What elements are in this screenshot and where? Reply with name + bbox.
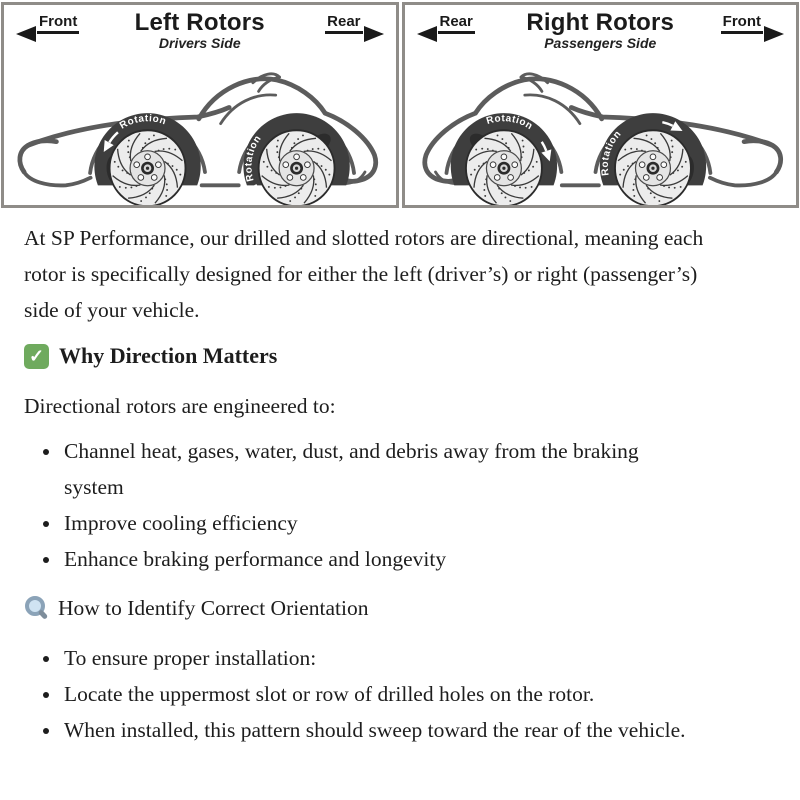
rear-direction-label (417, 14, 475, 34)
panel-title: Right Rotors (526, 9, 675, 36)
rotation-label: Rotation (599, 128, 624, 177)
front-direction-label (721, 14, 784, 34)
left-arrow-icon (417, 26, 437, 42)
car-illustration-right (405, 60, 797, 208)
right-panel-header (405, 5, 797, 60)
direction-text: Front (721, 14, 763, 34)
identify-orientation-heading (24, 593, 776, 623)
left-panel-header (4, 5, 396, 60)
heading-text: How to Identify Correct Orientation (58, 596, 369, 620)
benefit-item: • Enhance braking performance and longevity (62, 541, 696, 577)
step-item: • Locate the uppermost slot or row of drilled holes on the rotor. (62, 676, 696, 712)
intro-paragraph: At SP Performance, our drilled and slotted rotors are directional, meaning each rotor is specifically designed for either the left (driver’s) or right (passenger’s) side of your vehicle. (24, 226, 704, 322)
rotation-label: Rotation (243, 133, 264, 183)
left-rotors-panel (1, 2, 399, 208)
direction-text: Rear (438, 14, 475, 34)
rotor-direction-diagram (0, 0, 800, 208)
step-item: • To ensure proper installation: (62, 640, 696, 676)
identify-steps-list (24, 640, 696, 748)
rear-direction-label (325, 14, 383, 34)
benefits-list (24, 433, 696, 577)
right-arrow-icon (764, 26, 784, 42)
direction-text: Rear (325, 14, 362, 34)
front-direction-label (16, 14, 79, 34)
magnifier-icon (24, 595, 49, 621)
panel-subtitle: Drivers Side (158, 35, 241, 52)
magnifier-handle (38, 609, 48, 620)
engineered-intro: Directional rotors are engineered to: (24, 394, 336, 418)
panel-title: Left Rotors (134, 9, 265, 36)
rotation-label: Rotation (484, 113, 535, 133)
right-arrow-icon (364, 26, 384, 42)
panel-subtitle: Passengers Side (544, 35, 657, 52)
heading-text: Why Direction Matters (59, 343, 278, 368)
benefit-item: • Improve cooling efficiency (62, 505, 696, 541)
rotation-label: Rotation (117, 113, 168, 132)
car-illustration-left (4, 60, 396, 208)
right-rotors-panel (402, 2, 800, 208)
benefit-item: • Channel heat, gases, water, dust, and debris away from the braking system (62, 433, 696, 505)
step-item: • When installed, this pattern should sweep toward the rear of the vehicle. (62, 712, 696, 748)
direction-text: Front (37, 14, 79, 34)
left-arrow-icon (16, 26, 36, 42)
check-icon: ✓ (24, 344, 49, 369)
why-direction-matters-heading (24, 342, 776, 370)
